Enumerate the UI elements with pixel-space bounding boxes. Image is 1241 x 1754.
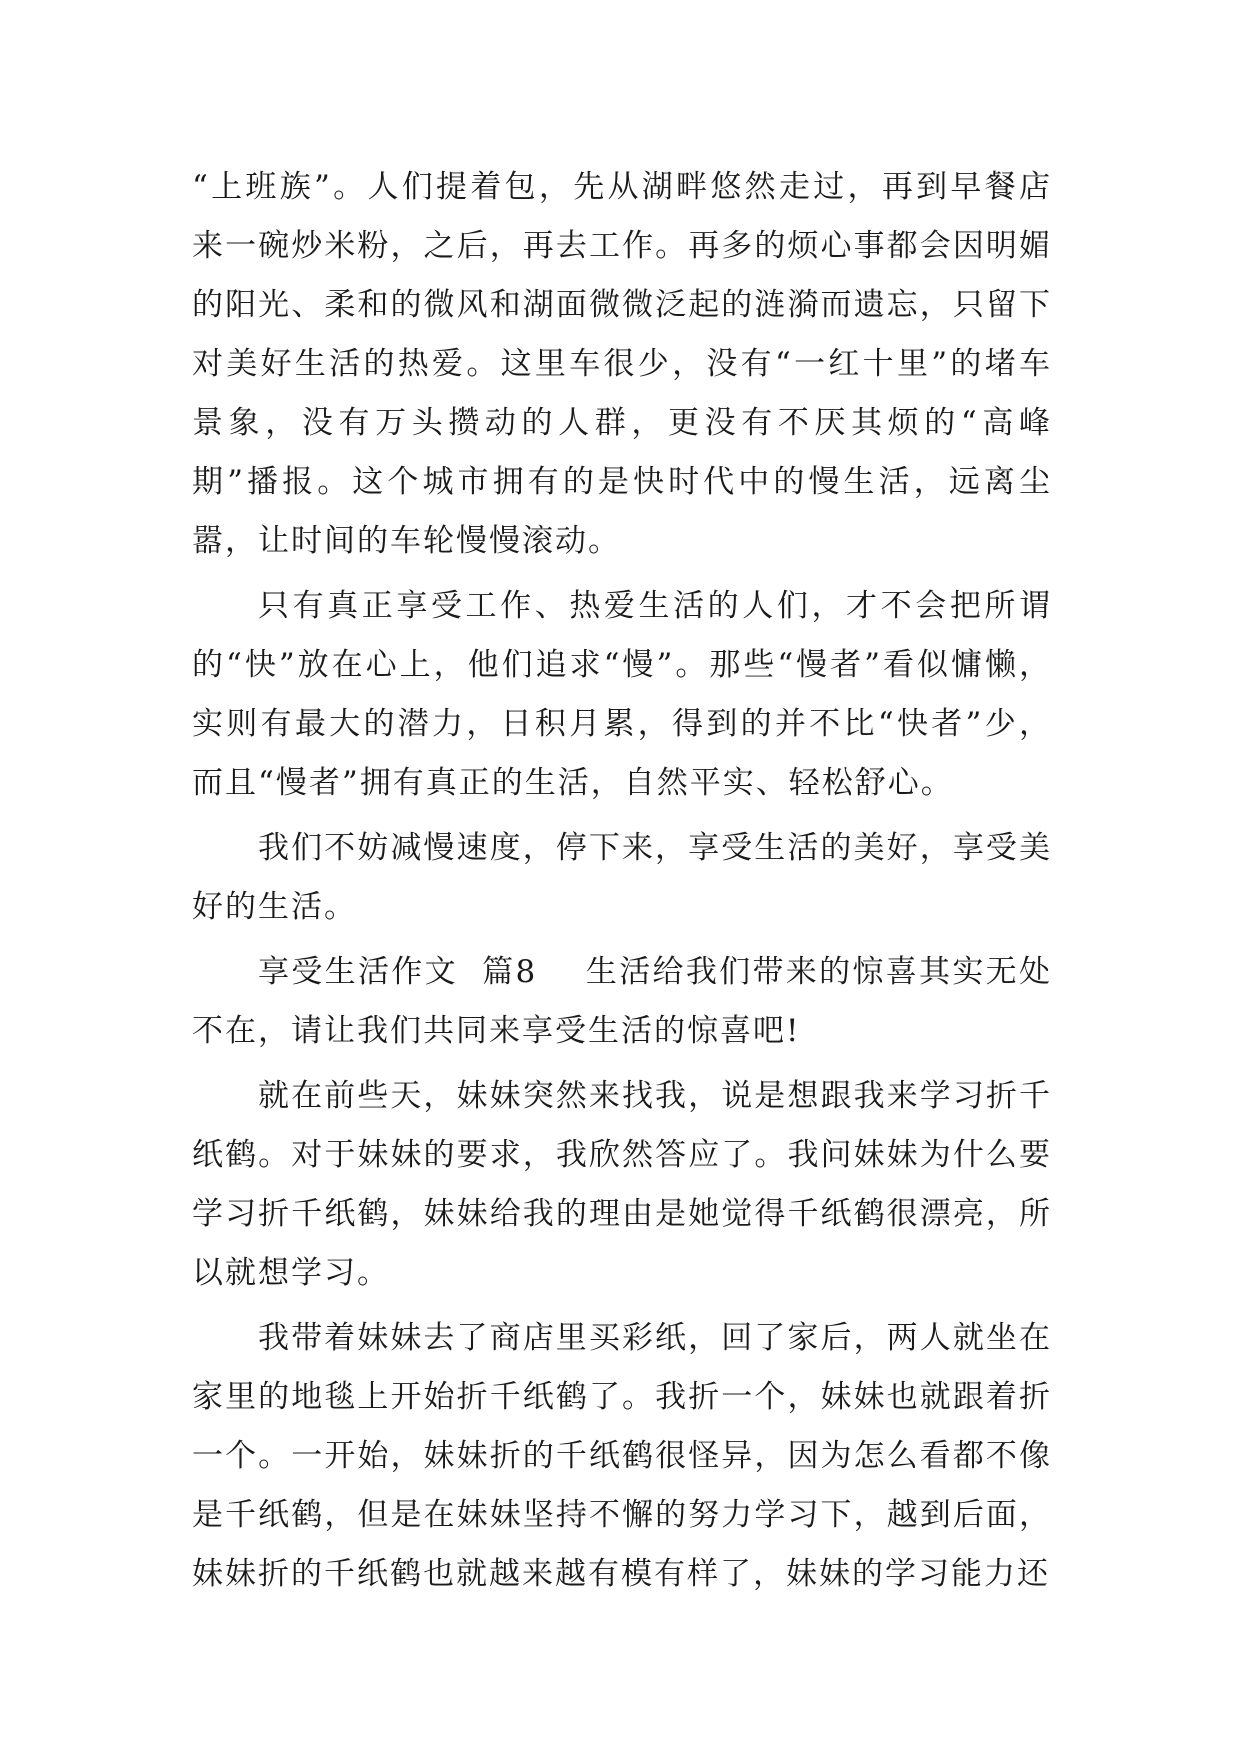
document-body bbox=[192, 158, 1052, 1610]
paragraph-1: “上班族”。人们提着包，先从湖畔悠然走过，再到早餐店来一碗炒米粉，之后，再去工作。再多的烦心事都会因明媚的阳光、柔和的微风和湖面微微泛起的涟漪而遗忘，只留下对美好生活的热爱。这里车很少，没有“一红十里”的堵车景象，没有万头攒动的人群，更没有不厌其烦的“高峰期”播报。这个城市拥有的是快时代中的慢生活，远离尘嚣，让时间的车轮慢慢滚动。 bbox=[192, 169, 1052, 559]
paragraph-6: 我带着妹妹去了商店里买彩纸，回了家后，两人就坐在家里的地毯上开始折千纸鹤了。我折一个，妹妹也就跟着折一个。一开始，妹妹折的千纸鹤很怪异，因为怎么看都不像是千纸鹤，但是在妹妹坚持不懈的努力学习下，越到后面，妹妹折的千纸鹤也就越来越有模有样了，妹妹的学习能力还 bbox=[192, 1320, 1052, 1592]
paragraph-5: 就在前些天，妹妹突然来找我，说是想跟我来学习折千纸鹤。对于妹妹的要求，我欣然答应了。我问妹妹为什么要学习折千纸鹤，妹妹给我的理由是她觉得千纸鹤很漂亮，所以就想学习。 bbox=[192, 1078, 1052, 1291]
paragraph-2: 只有真正享受工作、热爱生活的人们，才不会把所谓的“快”放在心上，他们追求“慢”。那些“慢者”看似慵懒，实则有最大的潜力，日积月累，得到的并不比“快者”少，而且“慢者”拥有真正的生活，自然平实、轻松舒心。 bbox=[192, 588, 1052, 801]
paragraph-4: 享受生活作文 篇8 生活给我们带来的惊喜其实无处不在，请让我们共同来享受生活的惊喜吧! bbox=[192, 954, 1052, 1049]
paragraph-3: 我们不妨减慢速度，停下来，享受生活的美好，享受美好的生活。 bbox=[192, 830, 1052, 925]
